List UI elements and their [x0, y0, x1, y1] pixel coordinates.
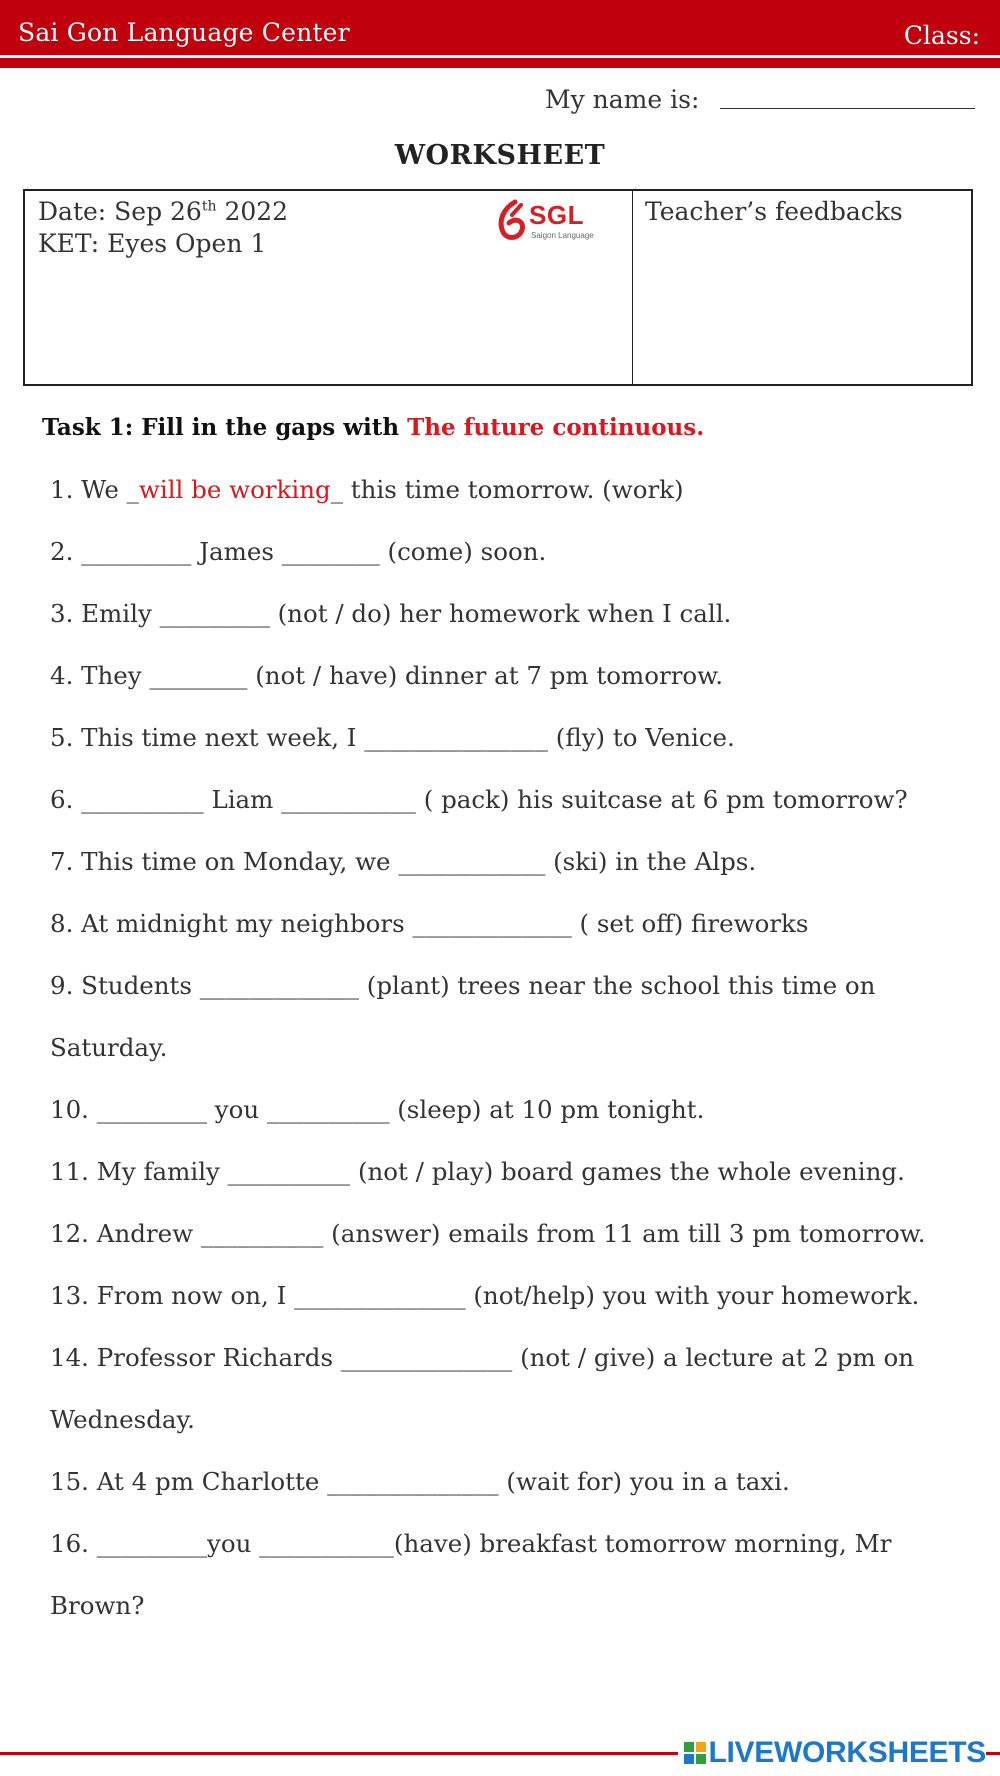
- exercise-item: [50, 1458, 980, 1520]
- task-heading: [42, 414, 704, 441]
- sgl-logo: [495, 199, 605, 245]
- item-text: 4. They ________ (not / have) dinner at 7 pm tomorrow.: [50, 661, 724, 690]
- course-name: KET: Eyes Open 1: [38, 229, 267, 258]
- exercise-item: [50, 962, 980, 1024]
- item-text: 16. _________you ___________(have) breakfast tomorrow morning, Mr: [50, 1529, 892, 1558]
- footer-brand: LIVEWORKSHEETS: [708, 1736, 986, 1769]
- exercise-item: [50, 1396, 980, 1458]
- date-prefix: Date: Sep 26: [38, 197, 202, 226]
- answer-field[interactable]: will be working: [138, 475, 331, 504]
- item-text-end: _ this time tomorrow. (work): [330, 475, 684, 504]
- exercise-item: [50, 1582, 980, 1644]
- worksheet-title: WORKSHEET: [394, 140, 606, 171]
- item-text: 9. Students _____________ (plant) trees near the school this time on: [50, 971, 876, 1000]
- info-box: [23, 189, 973, 386]
- blocks-icon: [684, 1742, 706, 1764]
- item-text: 1. We _: [50, 475, 139, 504]
- block-square: [684, 1754, 694, 1764]
- item-text: 5. This time next week, I _______________ (fly) to Venice.: [50, 723, 735, 752]
- exercise-item: [50, 466, 980, 528]
- exercise-item: [50, 1520, 980, 1582]
- logo-text: SGL: [529, 200, 584, 230]
- item-text: 10. _________ you __________ (sleep) at 10 pm tonight.: [50, 1095, 705, 1124]
- exercise-item: [50, 1024, 980, 1086]
- item-text: 13. From now on, I ______________ (not/help) you with your homework.: [50, 1281, 920, 1310]
- date-line: [38, 197, 288, 226]
- exercise-item: [50, 776, 980, 838]
- exercise-item: [50, 1086, 980, 1148]
- name-field[interactable]: [720, 108, 975, 109]
- item-text: Saturday.: [50, 1033, 168, 1062]
- block-square: [684, 1742, 694, 1752]
- task-highlight: The future continuous.: [407, 414, 705, 441]
- block-square: [696, 1742, 706, 1752]
- exercise-item: [50, 1210, 980, 1272]
- date-suffix: 2022: [216, 197, 289, 226]
- header-bar: [0, 0, 1000, 55]
- info-divider: [632, 191, 633, 384]
- teacher-feedback-label: Teacher’s feedbacks: [645, 197, 903, 226]
- exercise-item: [50, 590, 980, 652]
- logo-subtext: Saigon Language: [531, 231, 594, 240]
- block-square: [696, 1754, 706, 1764]
- date-sup: th: [201, 198, 217, 215]
- exercise-item: [50, 528, 980, 590]
- item-text: 7. This time on Monday, we ____________ (ski) in the Alps.: [50, 847, 757, 876]
- exercise-item: [50, 900, 980, 962]
- name-label: My name is:: [545, 85, 700, 114]
- liveworksheets-logo: [678, 1735, 987, 1771]
- sgl-swirl-icon: [495, 199, 531, 243]
- item-text: 14. Professor Richards ______________ (not / give) a lecture at 2 pm on: [50, 1343, 914, 1372]
- exercise-item: [50, 1148, 980, 1210]
- exercise-item: [50, 838, 980, 900]
- item-text: 2. _________ James ________ (come) soon.: [50, 537, 547, 566]
- item-text: 12. Andrew __________ (answer) emails from 11 am till 3 pm tomorrow.: [50, 1219, 926, 1248]
- item-text: Brown?: [50, 1591, 145, 1620]
- header-bottom-bar: [0, 58, 1000, 68]
- exercise-item: [50, 1334, 980, 1396]
- exercise-item: [50, 714, 980, 776]
- school-name: Sai Gon Language Center: [18, 18, 350, 47]
- item-text: 8. At midnight my neighbors _____________ ( set off) fireworks: [50, 909, 809, 938]
- exercise-list: [50, 466, 980, 1644]
- item-text: 6. __________ Liam ___________ ( pack) his suitcase at 6 pm tomorrow?: [50, 785, 908, 814]
- class-label: Class:: [903, 21, 980, 50]
- item-text: 15. At 4 pm Charlotte ______________ (wait for) you in a taxi.: [50, 1467, 790, 1496]
- exercise-item: [50, 1272, 980, 1334]
- item-text: Wednesday.: [50, 1405, 195, 1434]
- task-label: Task 1: Fill in the gaps with: [42, 414, 408, 441]
- exercise-item: [50, 652, 980, 714]
- item-text: 3. Emily _________ (not / do) her homework when I call.: [50, 599, 732, 628]
- item-text: 11. My family __________ (not / play) board games the whole evening.: [50, 1157, 905, 1186]
